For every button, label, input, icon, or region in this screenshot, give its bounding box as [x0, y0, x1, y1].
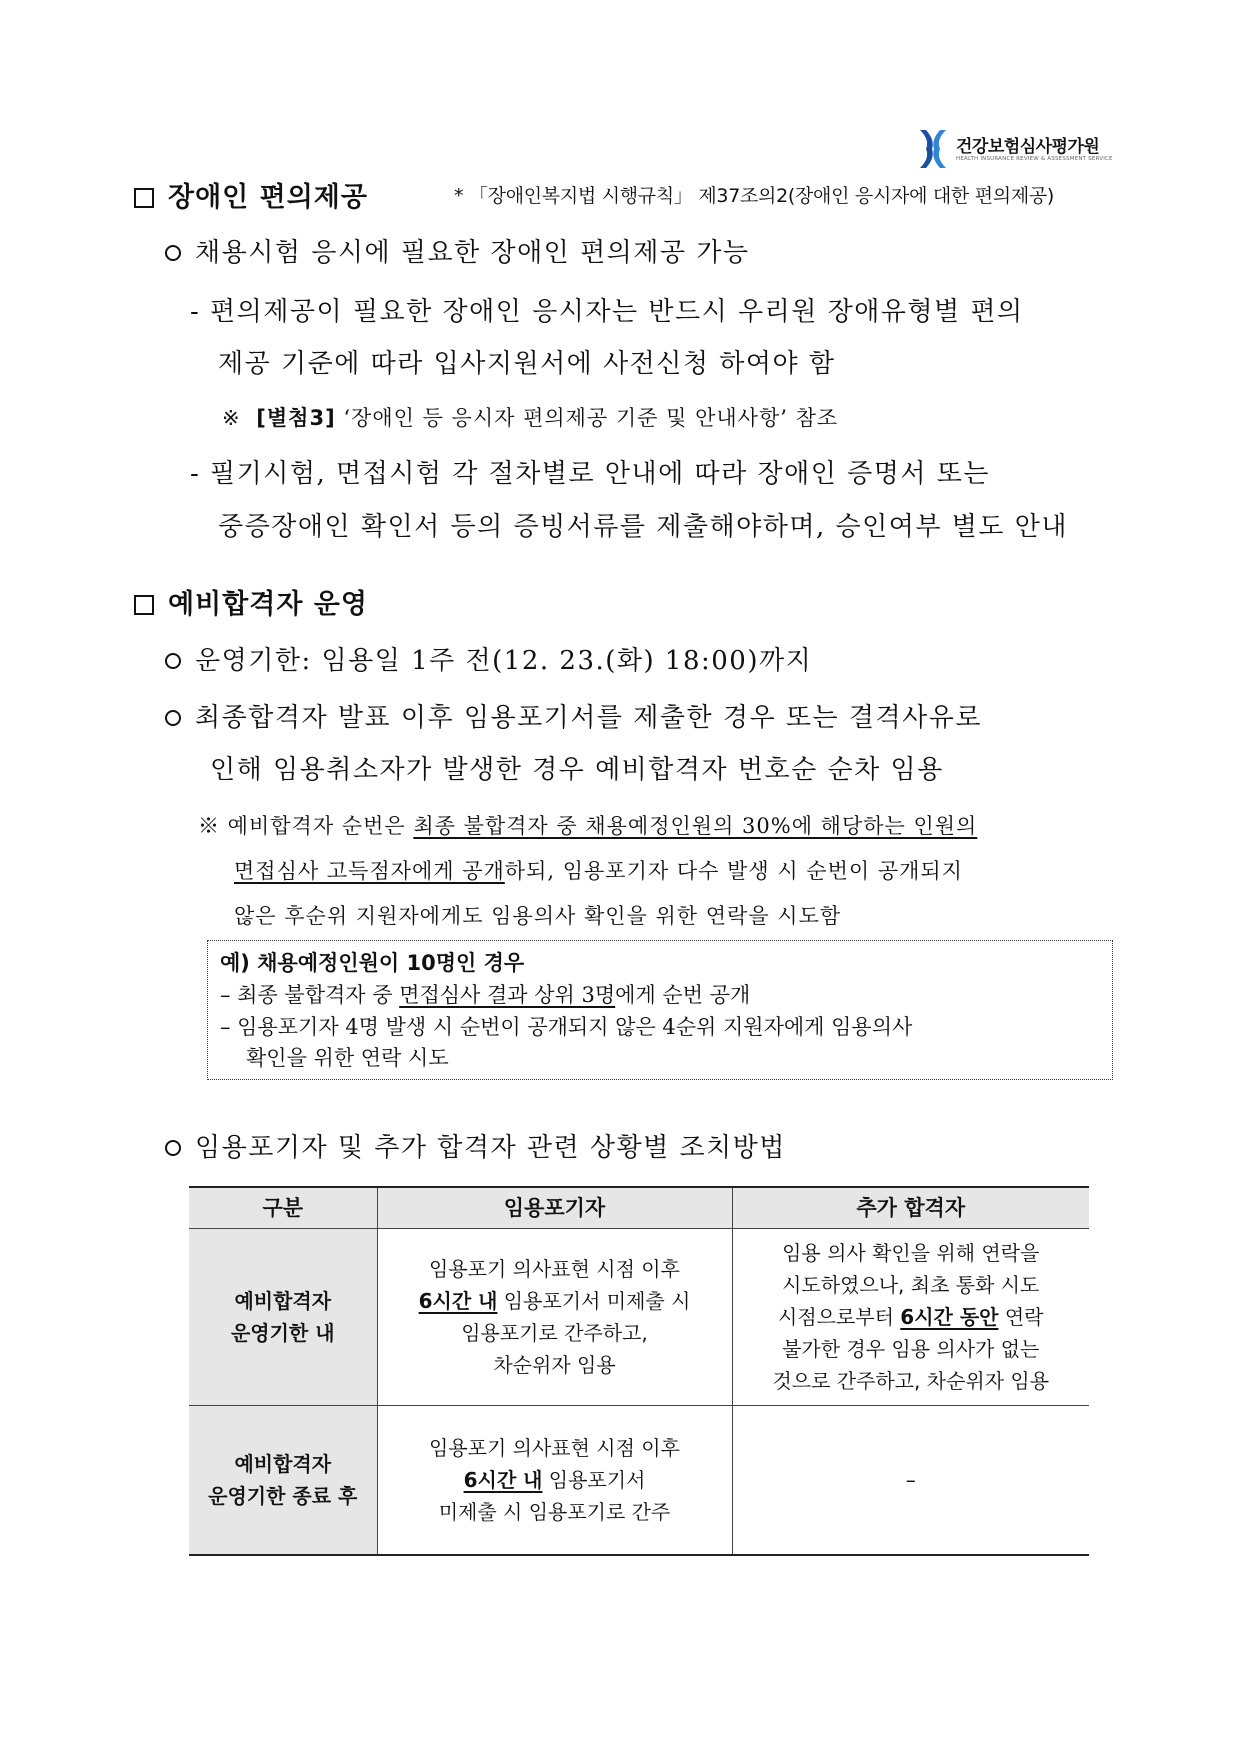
- circle-bullet-icon: [165, 245, 181, 261]
- section-title-reserve: 예비합격자 운영: [134, 582, 368, 621]
- checkbox-square-icon: [134, 188, 154, 208]
- legal-reference: * 「장애인복지법 시행규칙」 제37조의2(장애인 응시자에 대한 편의제공): [454, 185, 1055, 207]
- header-withdrawer: 임용포기자: [377, 1187, 732, 1229]
- header-additional: 추가 합격자: [732, 1187, 1089, 1229]
- measures-table: [189, 1186, 1089, 1556]
- dash-item-apply-line1: - 편의제공이 필요한 장애인 응시자는 반드시 우리원 장애유형별 편의: [190, 297, 1024, 327]
- circle-bullet-icon: [165, 653, 181, 669]
- bullet-sequential-line1: 최종합격자 발표 이후 임용포기서를 제출한 경우 또는 결격사유로: [165, 697, 982, 734]
- example-box: [207, 940, 1113, 1080]
- cell-additional-within: 임용 의사 확인을 위해 연락을 시도하였으나, 최초 통화 시도 시점으로부터 6시간 동안 연락 불가한 경우 임용 의사가 없는 것으로 간주하고, 차순위자 임용: [732, 1229, 1089, 1406]
- cell-withdrawer-after: 임용포기 의사표현 시점 이후 6시간 내 임용포기서 미제출 시 임용포기로 간주: [377, 1406, 732, 1556]
- logo-name: 건강보험심사평가원: [956, 137, 1100, 157]
- circle-bullet-icon: [165, 710, 181, 726]
- note-order-line2: 면접심사 고득점자에게 공개하되, 임용포기자 다수 발생 시 순번이 공개되지: [234, 859, 963, 883]
- bullet-sequential-line2: 인해 임용취소자가 발생한 경우 예비합격자 번호순 순차 임용: [210, 755, 944, 785]
- cell-additional-after: –: [732, 1406, 1089, 1556]
- example-title: 예) 채용예정인원이 10명인 경우: [220, 951, 525, 975]
- logo-mark-icon: [918, 128, 948, 170]
- example-line2: – 임용포기자 4명 발생 시 순번이 공개되지 않은 4순위 지원자에게 임용의사: [220, 1015, 913, 1039]
- row-head-within-period: 예비합격자 운영기한 내: [189, 1229, 377, 1406]
- row-head-after-period: 예비합격자 운영기한 종료 후: [189, 1406, 377, 1556]
- table-header-row: [189, 1187, 1089, 1229]
- bullet-accommodation: 채용시험 응시에 필요한 장애인 편의제공 가능: [165, 232, 750, 269]
- note-order-line3: 않은 후순위 지원자에게도 임용의사 확인을 위한 연락을 시도함: [234, 904, 842, 928]
- dash-item-proof-line2: 중증장애인 확인서 등의 증빙서류를 제출해야하며, 승인여부 별도 안내: [218, 512, 1068, 542]
- table-row: [189, 1406, 1089, 1556]
- bullet-situational-measures: 임용포기자 및 추가 합격자 관련 상황별 조치방법: [165, 1127, 786, 1164]
- organization-logo: [918, 128, 1118, 170]
- note-attachment3: ※ [별첨3] ‘장애인 등 응시자 편의제공 기준 및 안내사항’ 참조: [222, 406, 839, 430]
- checkbox-square-icon: [134, 595, 154, 615]
- dash-item-proof-line1: - 필기시험, 면접시험 각 절차별로 안내에 따라 장애인 증명서 또는: [190, 459, 990, 489]
- logo-subtitle: HEALTH INSURANCE REVIEW & ASSESSMENT SERVICE: [956, 156, 1113, 162]
- header-category: 구분: [189, 1187, 377, 1229]
- note-order-line1: ※ 예비합격자 순번은 최종 불합격자 중 채용예정인원의 30%에 해당하는 인원의: [198, 814, 978, 838]
- section-title-accommodation: 장애인 편의제공: [134, 175, 368, 214]
- dash-item-apply-line2: 제공 기준에 따라 입사지원서에 사전신청 하여야 함: [218, 349, 836, 379]
- circle-bullet-icon: [165, 1140, 181, 1156]
- example-line3: 확인을 위한 연락 시도: [246, 1046, 449, 1070]
- example-line1: – 최종 불합격자 중 면접심사 결과 상위 3명에게 순번 공개: [220, 983, 751, 1007]
- table-row: [189, 1229, 1089, 1406]
- bullet-period: 운영기한: 임용일 1주 전(12. 23.(화) 18:00)까지: [165, 640, 812, 677]
- cell-withdrawer-within: 임용포기 의사표현 시점 이후 6시간 내 임용포기서 미제출 시 임용포기로 간주하고, 차순위자 임용: [377, 1229, 732, 1406]
